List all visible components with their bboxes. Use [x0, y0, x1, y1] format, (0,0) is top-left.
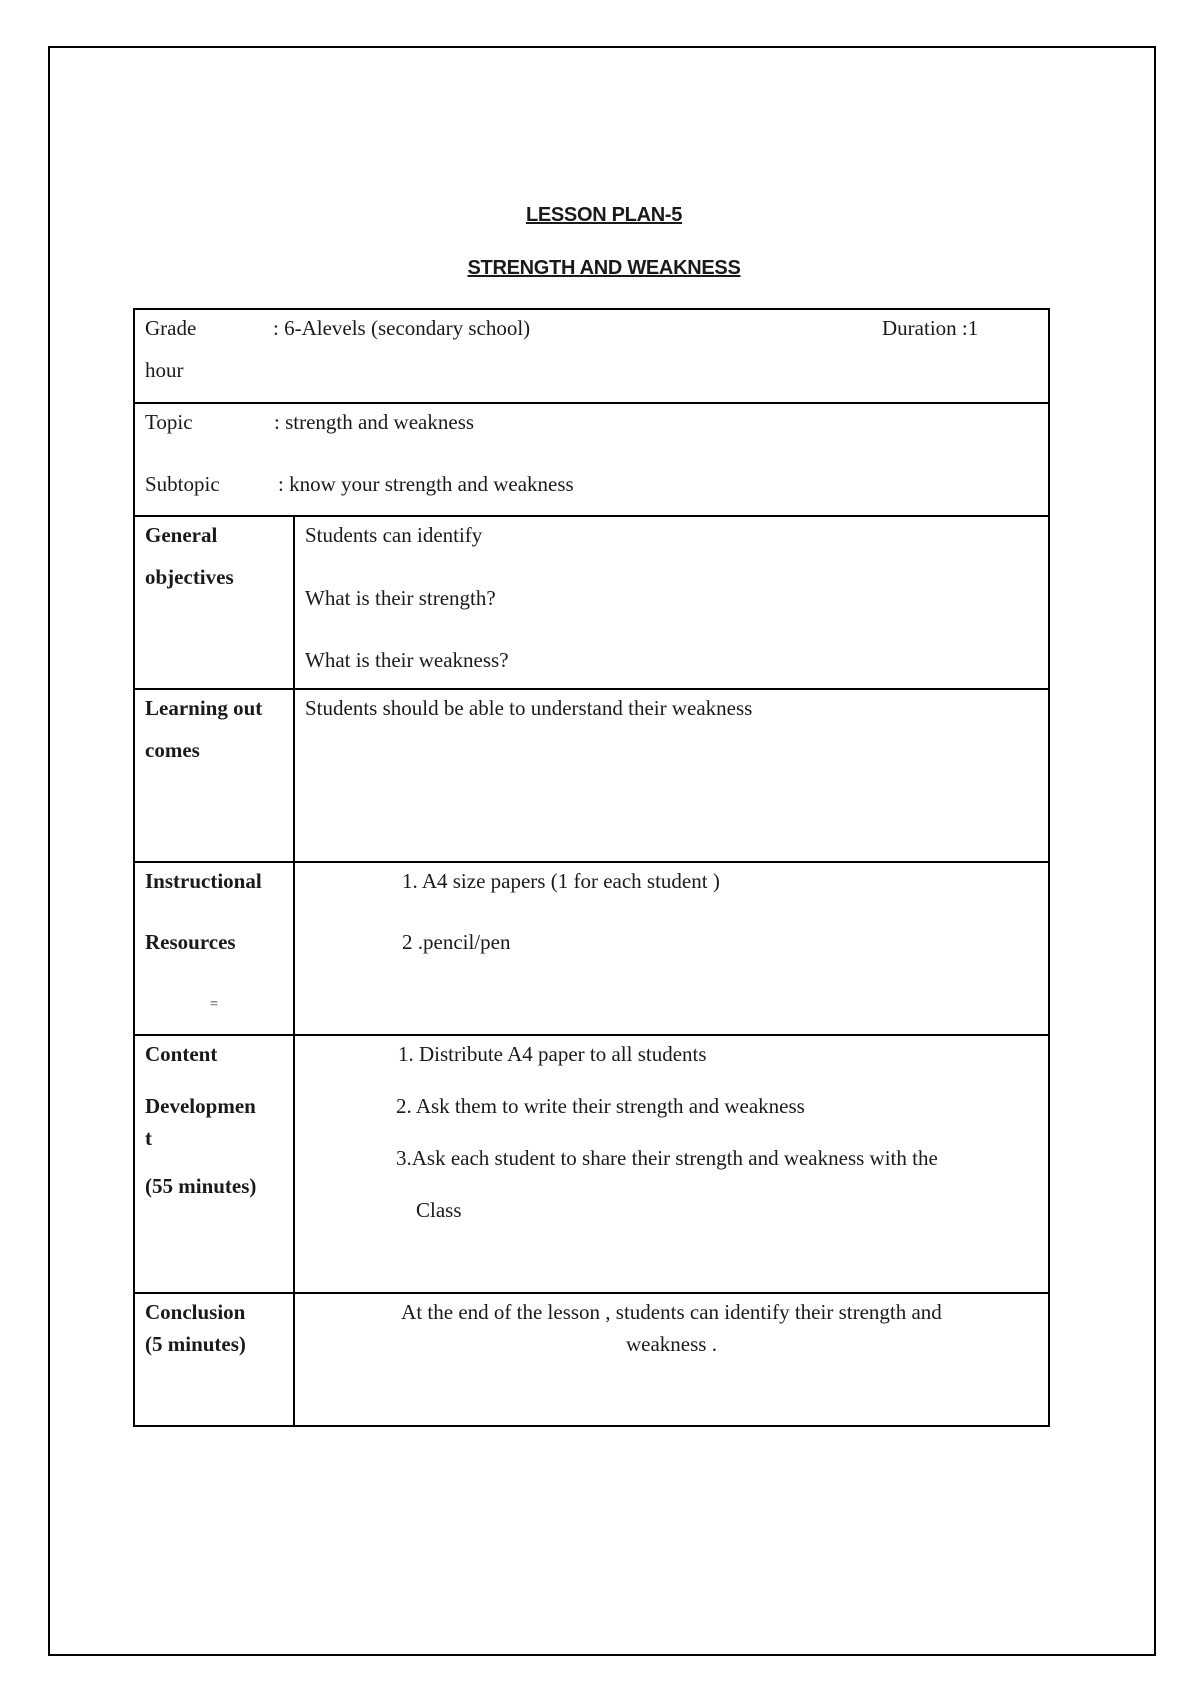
- topic-row: [135, 402, 1048, 515]
- content-label-line-1: Content: [145, 1042, 218, 1066]
- content-label-line-3: t: [145, 1126, 152, 1150]
- outcomes-label-line-2: comes: [145, 738, 200, 762]
- grade-row: [135, 310, 1048, 402]
- content-item: 1. Distribute A4 paper to all students: [398, 1042, 707, 1066]
- outcomes-row: [135, 688, 1048, 861]
- resources-label-line-2: Resources: [145, 930, 236, 954]
- content-label-line-2: Developmen: [145, 1094, 256, 1118]
- objectives-label-cell: [135, 517, 295, 688]
- objectives-content-cell: [295, 517, 1048, 688]
- objective-line: What is their strength?: [305, 586, 496, 610]
- grade-label: Grade: [145, 316, 197, 340]
- duration-value: Duration :1: [882, 316, 979, 340]
- page-title: LESSON PLAN-5: [525, 204, 683, 226]
- conclusion-row: [135, 1292, 1048, 1425]
- conclusion-label-cell: [135, 1294, 295, 1425]
- topic-value: : strength and weakness: [274, 410, 475, 434]
- resources-row: [135, 861, 1048, 1034]
- subtopic-label: Subtopic: [145, 472, 220, 496]
- content-label-cell: [135, 1036, 295, 1292]
- resources-mark: =: [210, 997, 218, 1012]
- outcomes-content-cell: [295, 690, 1048, 861]
- subtopic-value: : know your strength and weakness: [278, 472, 574, 496]
- conclusion-label-line-2: (5 minutes): [145, 1332, 246, 1356]
- conclusion-label-line-1: Conclusion: [145, 1300, 246, 1324]
- page-subtitle: STRENGTH AND WEAKNESS: [467, 257, 741, 279]
- content-item: 2. Ask them to write their strength and weakness: [396, 1094, 805, 1118]
- objective-line: What is their weakness?: [305, 648, 509, 672]
- content-label-line-4: (55 minutes): [145, 1174, 257, 1198]
- resources-label-cell: [135, 863, 295, 1034]
- outcomes-label-line-1: Learning out: [145, 696, 263, 720]
- resource-item: 1. A4 size papers (1 for each student ): [402, 869, 720, 893]
- objective-line: Students can identify: [305, 523, 483, 547]
- resources-label-line-1: Instructional: [145, 869, 262, 893]
- lesson-plan-table: [133, 308, 1050, 1427]
- content-row: [135, 1034, 1048, 1292]
- resources-content-cell: [295, 863, 1048, 1034]
- grade-value: : 6-Alevels (secondary school): [273, 316, 531, 340]
- objectives-row: [135, 515, 1048, 688]
- content-content-cell: [295, 1036, 1048, 1292]
- objectives-label-line-1: General: [145, 523, 218, 547]
- content-item: Class: [416, 1198, 462, 1222]
- resource-item: 2 .pencil/pen: [402, 930, 511, 954]
- duration-wrap: hour: [145, 358, 184, 382]
- content-item: 3.Ask each student to share their strength and weakness with the: [396, 1146, 938, 1170]
- conclusion-line-2: weakness .: [626, 1332, 717, 1356]
- conclusion-line-1: At the end of the lesson , students can identify their strength and: [401, 1300, 942, 1324]
- objectives-label-line-2: objectives: [145, 565, 234, 589]
- outcomes-text: Students should be able to understand their weakness: [305, 696, 753, 720]
- conclusion-content-cell: [295, 1294, 1048, 1425]
- topic-label: Topic: [145, 410, 193, 434]
- outcomes-label-cell: [135, 690, 295, 861]
